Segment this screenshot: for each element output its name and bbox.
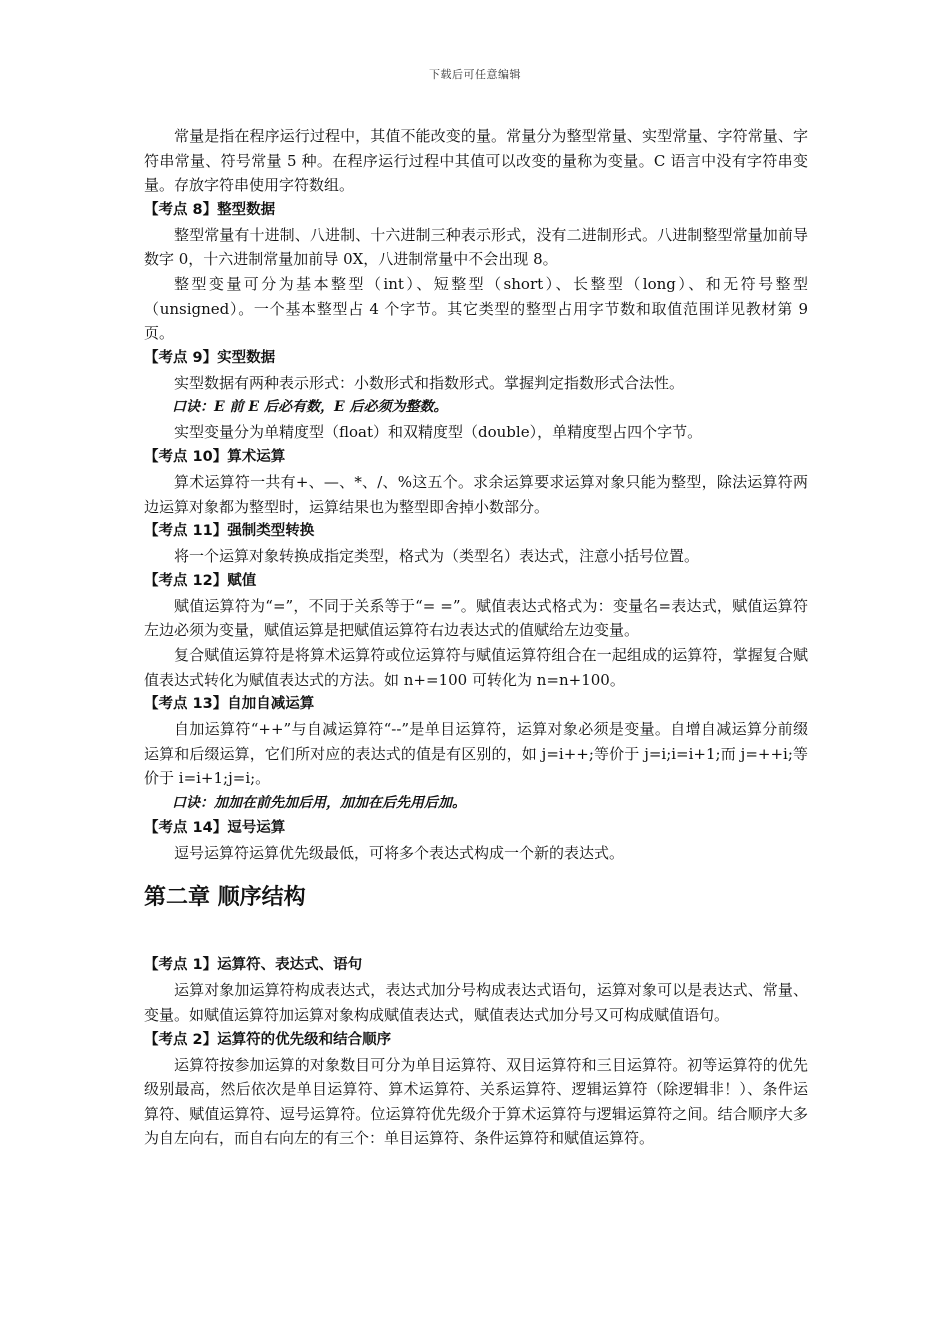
section-heading: 【考点 10】算术运算 bbox=[144, 448, 286, 465]
paragraph: 运算符按参加运算的对象数目可分为单目运算符、双目运算符和三目运算符。初等运算符的优先级别最高，然后依次是单目运算符、算术运算符、关系运算符、逻辑运算符（除逻辑非！）、条件运算符、赋值运算符、逗号运算符。位运算符优先级介于算术运算符与逻辑运算符之间。结合顺序大多为自左向右，而自右向左的有三个：单目运算符、条件运算符和赋值运算符。 bbox=[144, 1055, 808, 1148]
section-heading: 【考点 1】运算符、表达式、语句 bbox=[144, 957, 363, 974]
paragraph: 赋值运算符为“=”，不同于关系等于“= =”。赋值表达式格式为：变量名=表达式，赋值运算符左边必须为变量，赋值运算是把赋值运算符右边表达式的值赋给左边变量。 bbox=[144, 596, 808, 640]
section-heading: 【考点 13】自加自减运算 bbox=[144, 696, 315, 713]
paragraph: 将一个运算对象转换成指定类型，格式为（类型名）表达式，注意小括号位置。 bbox=[174, 547, 700, 566]
paragraph: 整型常量有十进制、八进制、十六进制三种表示形式，没有二进制形式。八进制整型常量加前导数字 0，十六进制常量加前导 0X，八进制常量中不会出现 8。 bbox=[144, 225, 808, 269]
page-content bbox=[144, 124, 808, 1151]
paragraph: 运算对象加运算符构成表达式，表达式加分号构成表达式语句，运算对象可以是表达式、常量、变量。如赋值运算符加运算对象构成赋值表达式，赋值表达式加分号又可构成赋值语句。 bbox=[144, 981, 808, 1025]
section-heading: 【考点 11】强制类型转换 bbox=[144, 523, 315, 540]
section-heading: 【考点 2】运算符的优先级和结合顺序 bbox=[144, 1031, 392, 1048]
paragraph: 整型变量可分为基本整型（int）、短整型（short）、长整型（long）、和无符号整型（unsigned）。一个基本整型占 4 个字节。其它类型的整型占用字节数和取值范围详见教材第 9 页。 bbox=[144, 274, 808, 343]
section-heading: 【考点 9】实型数据 bbox=[144, 349, 276, 366]
chapter-title: 第二章 顺序结构 bbox=[144, 885, 306, 911]
page-header: 下载后可任意编辑 bbox=[429, 68, 521, 81]
paragraph: 实型数据有两种表示形式：小数形式和指数形式。掌握判定指数形式合法性。 bbox=[174, 373, 685, 392]
paragraph: 实型变量分为单精度型（float）和双精度型（double），单精度型占四个字节。 bbox=[174, 423, 703, 442]
paragraph: 自加运算符“++”与自减运算符“--”是单目运算符，运算对象必须是变量。自增自减运算分前缀运算和后缀运算，它们所对应的表达式的值是有区别的，如 j=i++;等价于 j=i;i=i+1;而 j=++i;等价于 i=i+1;j=i;。 bbox=[144, 720, 808, 788]
paragraph: 复合赋值运算符是将算术运算符或位运算符与赋值运算符组合在一起组成的运算符，掌握复合赋值表达式转化为赋值表达式的方法。如 n+=100 可转化为 n=n+100。 bbox=[144, 645, 808, 689]
paragraph: 逗号运算符运算优先级最低，可将多个表达式构成一个新的表达式。 bbox=[174, 843, 625, 862]
section-heading: 【考点 12】赋值 bbox=[144, 572, 257, 589]
section-heading: 【考点 8】整型数据 bbox=[144, 201, 276, 218]
paragraph: 常量是指在程序运行过程中，其值不能改变的量。常量分为整型常量、实型常量、字符常量、字符串常量、符号常量 5 种。在程序运行过程中其值可以改变的量称为变量。C 语言中没有字符串变量。存放字符串使用字符数组。 bbox=[144, 127, 808, 195]
mnemonic-line: 口诀：加加在前先加后用，加加在后先用后加。 bbox=[172, 794, 466, 811]
paragraph: 算术运算符一共有+、—、*、/、%这五个。求余运算要求运算对象只能为整型，除法运算符两边运算对象都为整型时，运算结果也为整型即舍掉小数部分。 bbox=[144, 472, 808, 516]
mnemonic-line: 口诀：E 前 E 后必有数，E 后必须为整数。 bbox=[172, 399, 448, 416]
section-heading: 【考点 14】逗号运算 bbox=[144, 819, 286, 836]
